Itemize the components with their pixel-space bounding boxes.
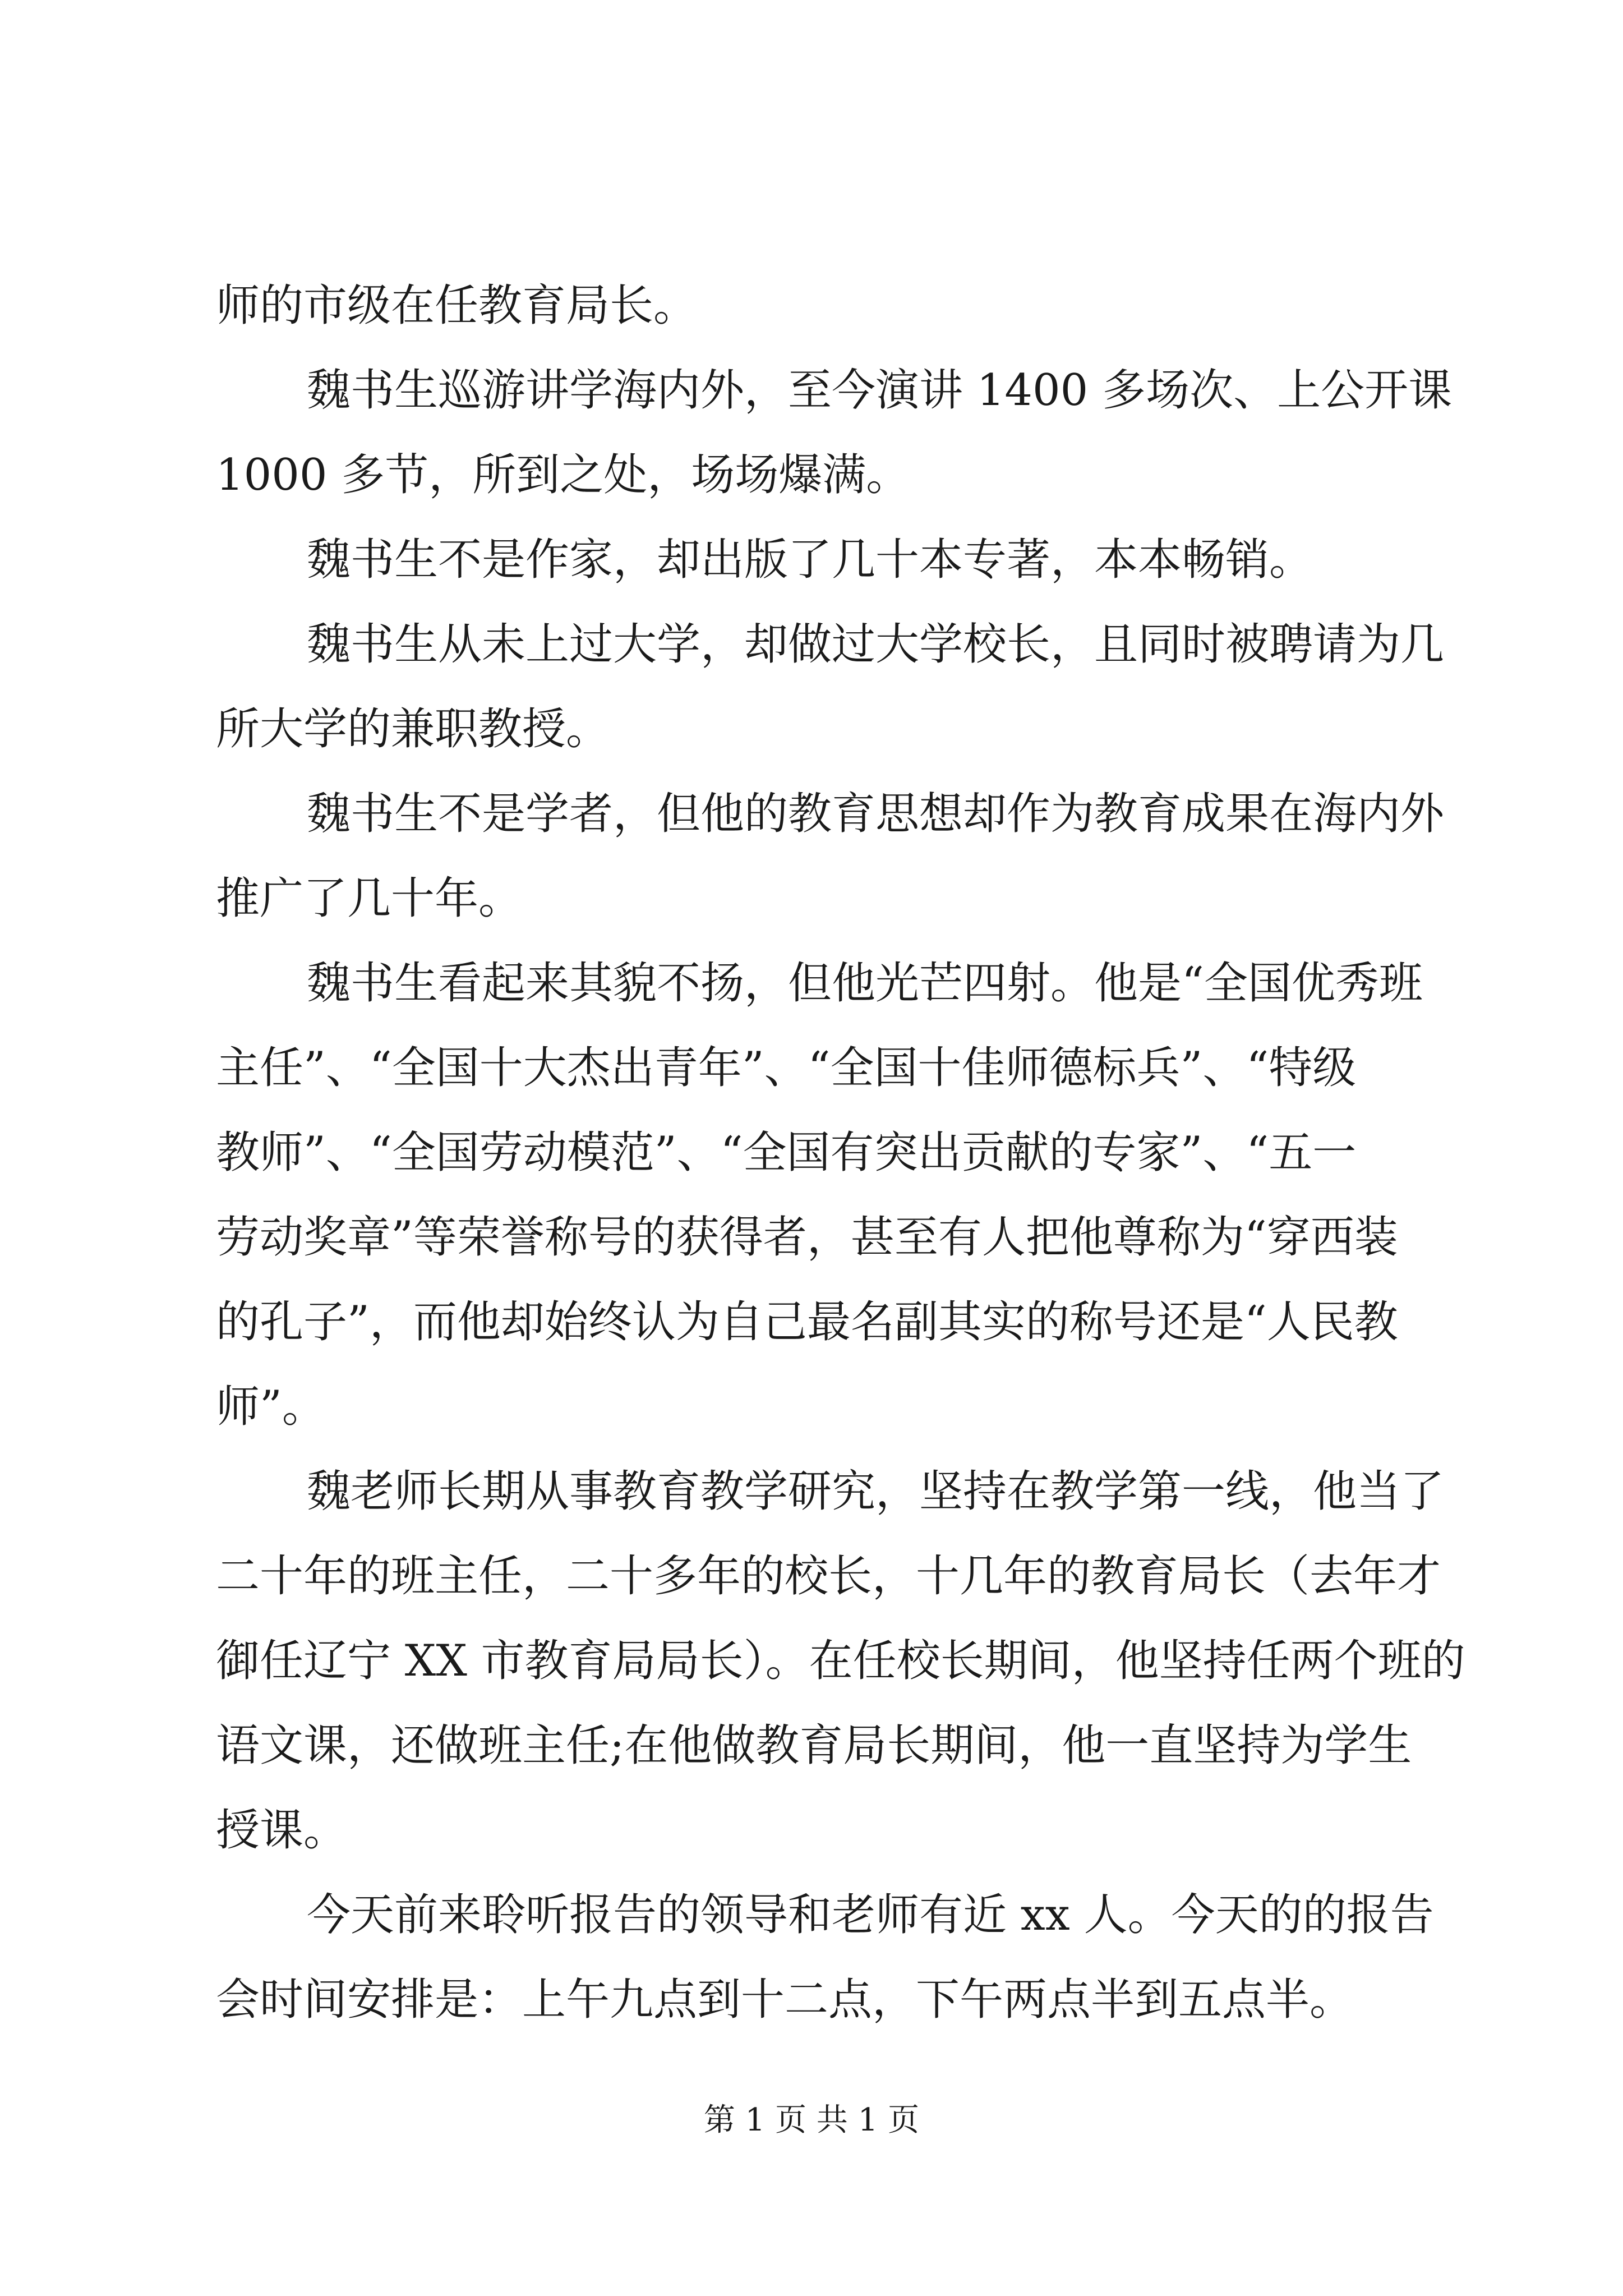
document-body xyxy=(216,264,1465,2042)
text-line: 魏书生看起来其貌不扬，但他光芒四射。他是“全国优秀班 xyxy=(307,958,1423,1009)
text-line: 的孔子”，而他却始终认为自己最名副其实的称号还是“人民教 xyxy=(216,1297,1398,1347)
text-line: 今天前来聆听报告的领导和老师有近 xx 人。今天的的报告 xyxy=(307,1890,1434,1940)
text-line: 授课。 xyxy=(216,1805,348,1856)
text-line: 魏老师长期从事教育教学研究，坚持在教学第一线，他当了 xyxy=(307,1466,1445,1517)
text-line: 会时间安排是：上午九点到十二点，下午两点半到五点半。 xyxy=(216,1975,1354,2025)
text-line: 所大学的兼职教授。 xyxy=(216,704,610,754)
text-line: 师”。 xyxy=(216,1382,326,1432)
text-line: 主任”、“全国十大杰出青年”、“全国十佳师德标兵”、“特级 xyxy=(216,1043,1357,1093)
text-line: 二十年的班主任，二十多年的校长，十几年的教育局长（去年才 xyxy=(216,1551,1441,1602)
text-line: 1000 多节，所到之处，场场爆满。 xyxy=(216,450,910,500)
text-line: 魏书生巡游讲学海内外，至今演讲 1400 多场次、上公开课 xyxy=(307,365,1453,416)
text-line: 语文课，还做班主任;在他做教育局长期间，他一直坚持为学生 xyxy=(216,1720,1412,1771)
text-line: 御任辽宁 XX 市教育局局长）。在任校长期间，他坚持任两个班的 xyxy=(216,1636,1465,1686)
text-line: 教师”、“全国劳动模范”、“全国有突出贡献的专家”、“五一 xyxy=(216,1128,1357,1178)
page-footer: 第 1 页 共 1 页 xyxy=(703,2102,920,2138)
text-line: 魏书生不是作家，却出版了几十本专著，本本畅销。 xyxy=(307,535,1313,585)
text-line: 魏书生从未上过大学，却做过大学校长，且同时被聘请为几 xyxy=(307,619,1445,670)
text-line: 劳动奖章”等荣誉称号的获得者，甚至有人把他尊称为“穿西装 xyxy=(216,1212,1398,1263)
text-line: 推广了几十年。 xyxy=(216,873,523,924)
text-line: 魏书生不是学者，但他的教育思想却作为教育成果在海内外 xyxy=(307,789,1445,839)
text-line: 师的市级在任教育局长。 xyxy=(216,280,698,331)
